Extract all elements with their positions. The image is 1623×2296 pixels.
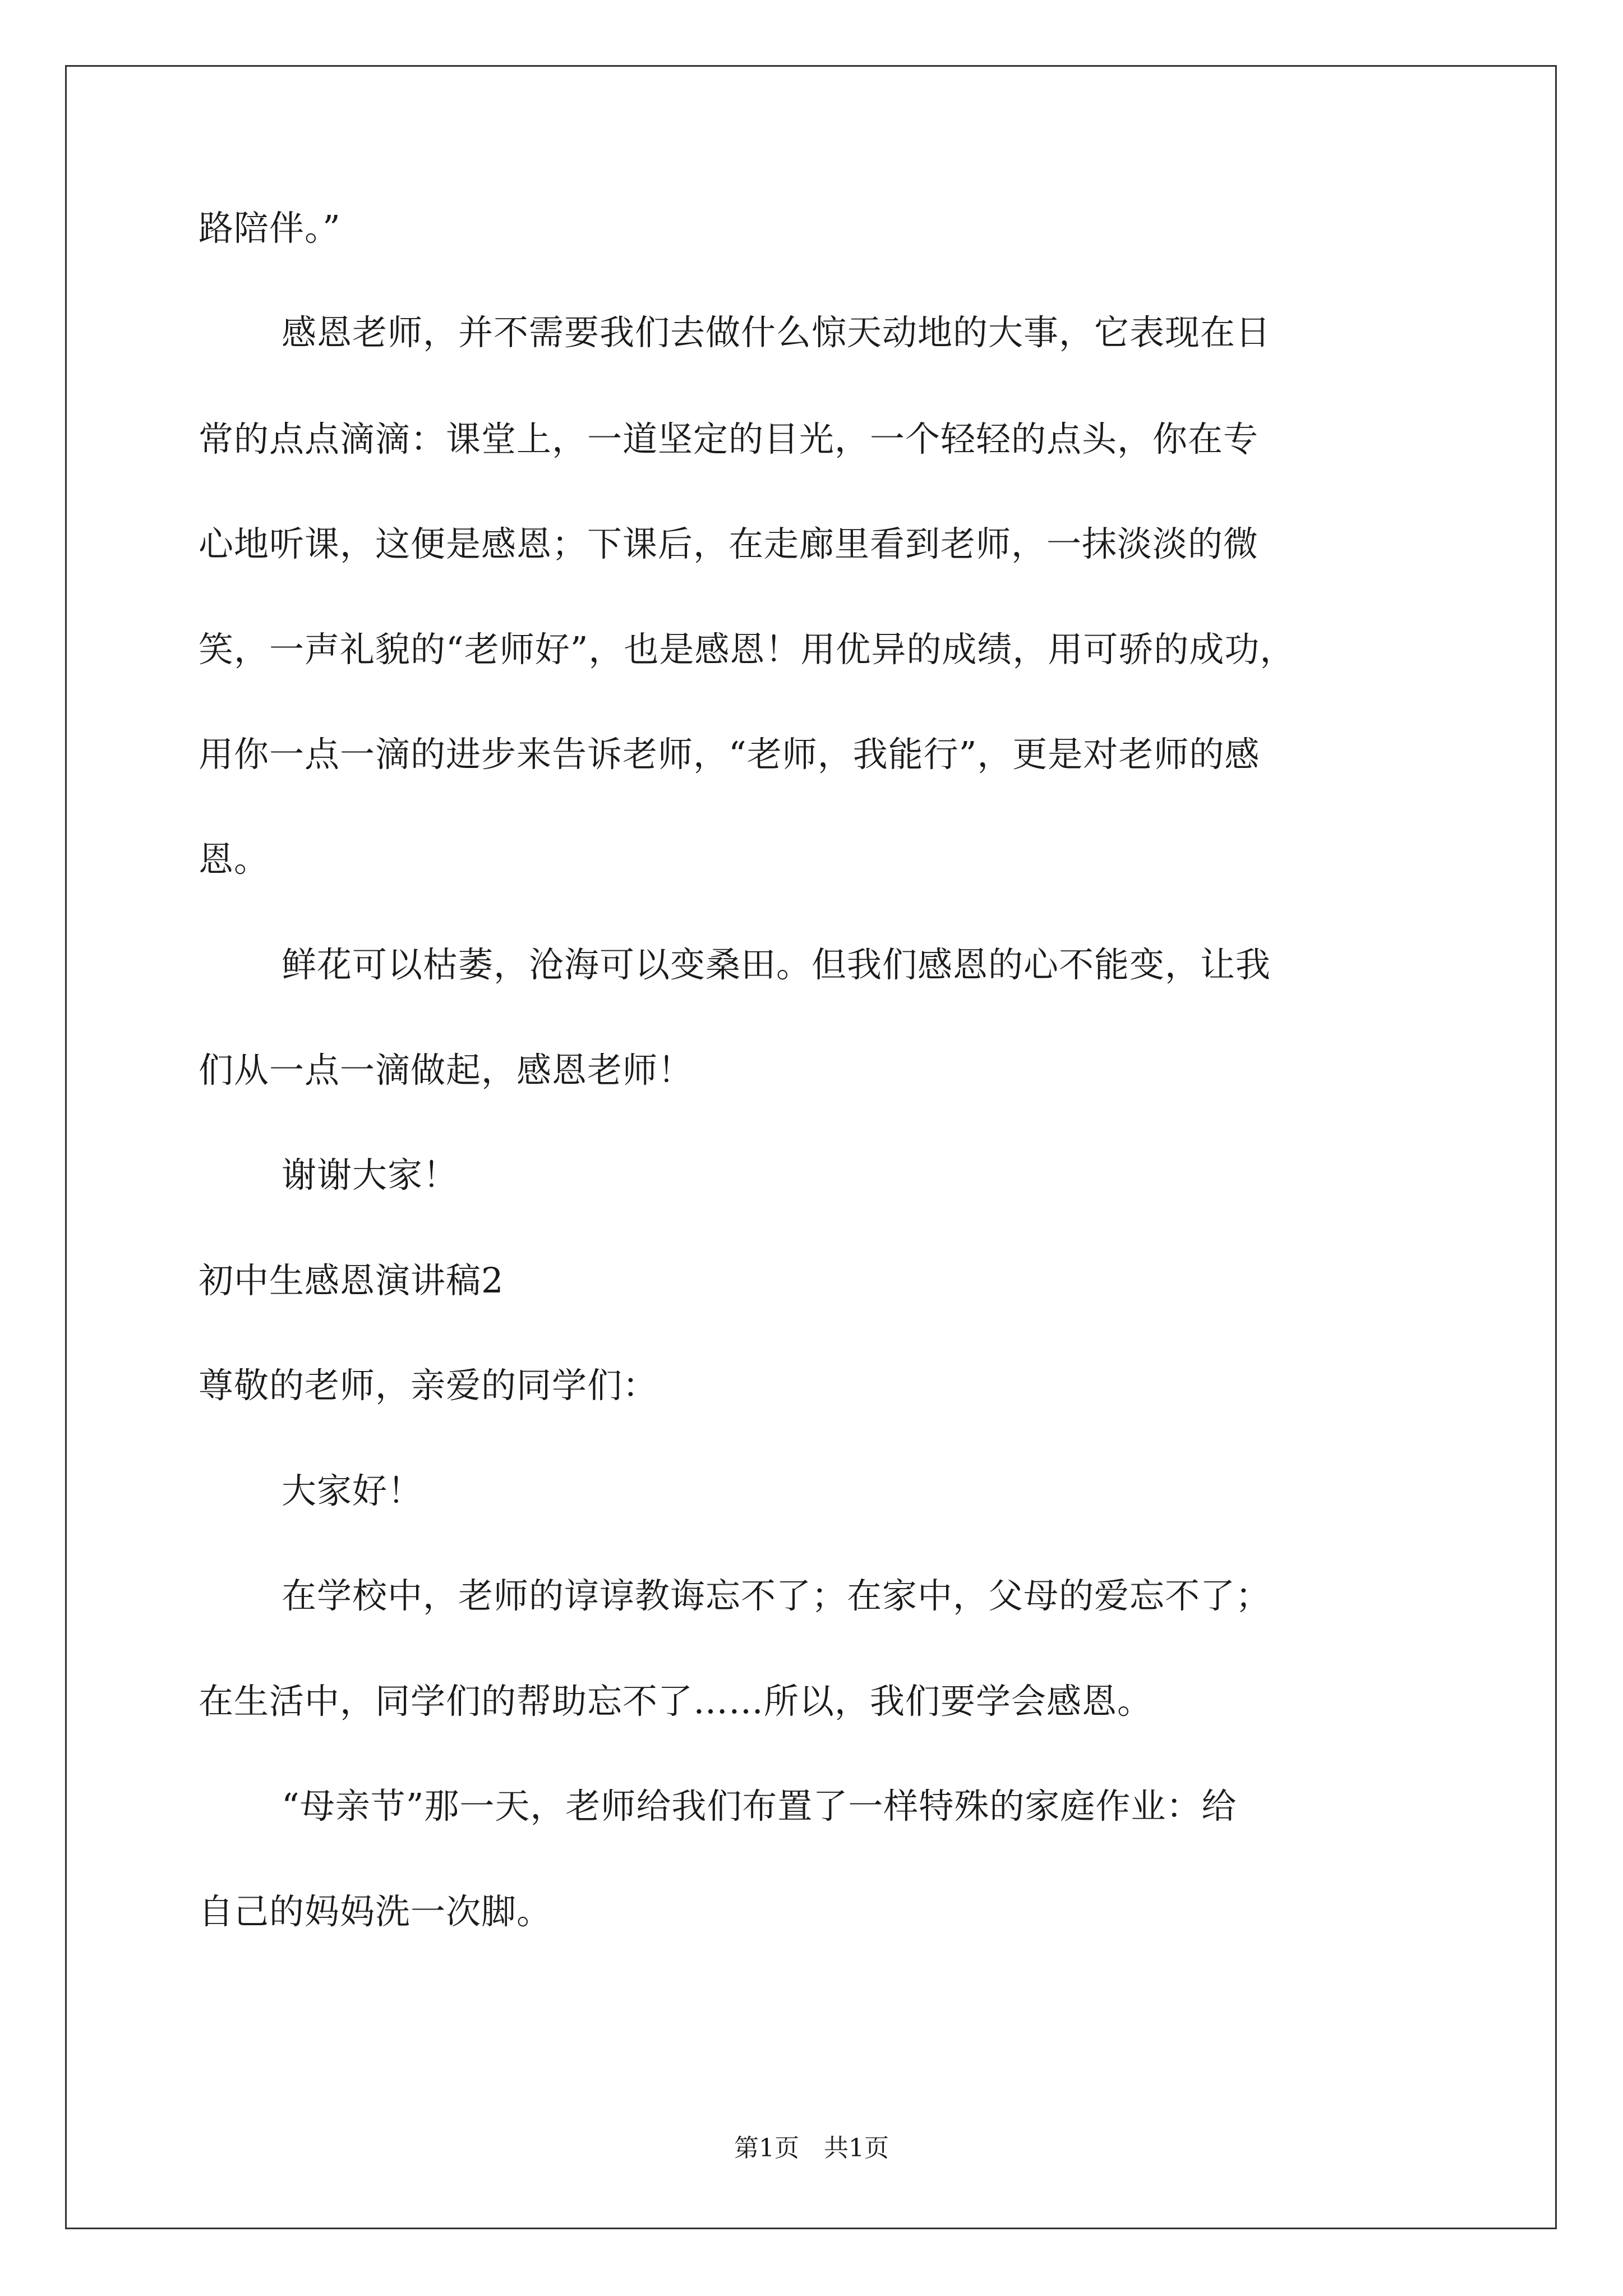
paragraph-line: 在学校中，老师的谆谆教诲忘不了；在家中，父母的爱忘不了； [282,1575,1271,1616]
text-line: 自己的妈妈洗一次脚。 [199,1891,552,1932]
paragraph-line: 大家好！ [282,1470,423,1511]
paragraph-line: 谢谢大家！ [282,1154,459,1195]
text-line: 用你一点一滴的进步来告诉老师，“老师，我能行”，更是对老师的感 [199,734,1260,775]
text-line: 心地听课，这便是感恩；下课后，在走廊里看到老师，一抹淡淡的微 [199,523,1259,564]
text-line: 路陪伴。” [199,208,341,249]
text-line: 笑，一声礼貌的“老师好”，也是感恩！用优异的成绩，用可骄的成功， [199,629,1295,670]
paragraph-line: 鲜花可以枯萎，沧海可以变桑田。但我们感恩的心不能变，让我 [282,944,1271,985]
text-line: 恩。 [199,839,270,880]
text-line: 在生活中，同学们的帮助忘不了……所以，我们要学会感恩。 [199,1681,1153,1722]
salutation: 尊敬的老师，亲爱的同学们： [199,1365,658,1406]
paragraph-line: 感恩老师，并不需要我们去做什么惊天动地的大事，它表现在日 [282,312,1271,353]
text-line: 常的点点滴滴：课堂上，一道坚定的目光，一个轻轻的点头，你在专 [199,418,1259,459]
paragraph-line: “母亲节”那一天，老师给我们布置了一样特殊的家庭作业：给 [282,1786,1237,1826]
text-line: 们从一点一滴做起，感恩老师！ [199,1050,694,1091]
page-footer: 第1页 共1页 [734,2134,889,2162]
section-title: 初中生感恩演讲稿2 [199,1260,504,1301]
